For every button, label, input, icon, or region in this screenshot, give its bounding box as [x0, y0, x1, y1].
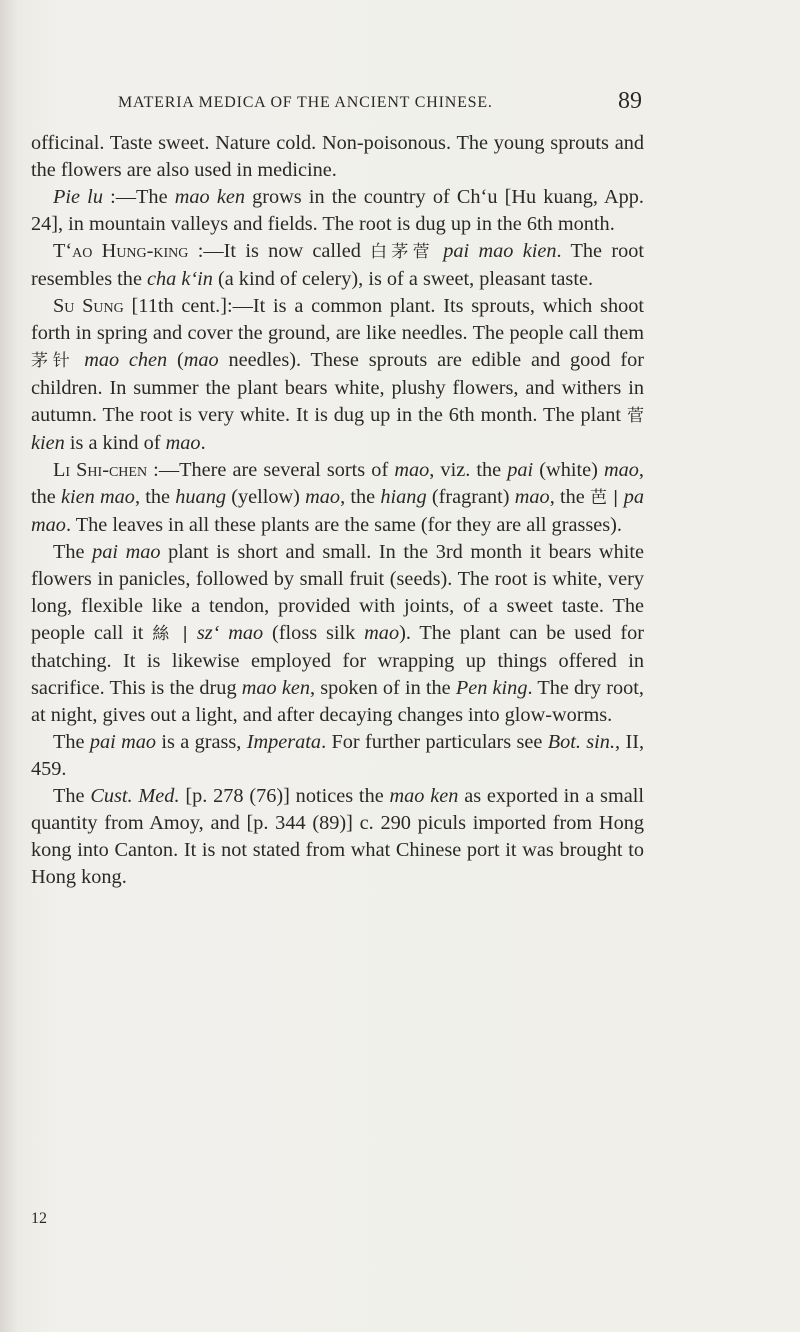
chinese-characters: 絲 | [152, 624, 188, 644]
term: mao ken [389, 785, 459, 807]
text-run: [11th cent.]:—It is a common plant. Its sprouts, which shoot forth in spring and cover the ground, are like needles. The people call them [31, 295, 644, 344]
text-run: [p. 278 (76)] notices the [179, 785, 390, 807]
term: sz‘ mao [196, 622, 264, 644]
text-run: grows in the country of Ch‘u [Hu kuang, App. 24], in mountain valleys and fields. The root is dug up in the 6th month. [31, 186, 644, 235]
chinese-characters: 茅针 [31, 351, 75, 371]
term: mao [305, 486, 341, 508]
term: cha k‘in [147, 268, 213, 290]
term: mao ken [241, 677, 311, 699]
text-run: :—It is now called [188, 240, 371, 262]
text-run: . The leaves in all these plants are the same (for they are all grasses). [65, 514, 622, 536]
text-run: , the [31, 459, 644, 508]
text-run: . [200, 432, 206, 454]
term: huang [175, 486, 226, 508]
term: pai mao [89, 731, 157, 753]
text-run: The [53, 785, 91, 807]
term: hiang [380, 486, 427, 508]
text-run: . The dry root, at night, gives out a light, and after decaying changes into glow-worms. [31, 677, 644, 726]
source-name: Pie lu [53, 186, 103, 208]
term: pai [507, 459, 534, 481]
text-run: officinal. Taste sweet. Nature cold. Non-poisonous. The young sprouts and the flowers are also used in medicine. [31, 132, 644, 181]
paragraph-imperata [31, 729, 644, 783]
text-run: (a kind of celery), is of a sweet, pleasant taste. [212, 268, 594, 290]
text-run: :—There are several sorts of [147, 459, 395, 481]
term: kien [31, 432, 65, 454]
text-run: , the [134, 486, 176, 508]
paragraph-pie-lu [31, 184, 644, 238]
term: pai mao kien [443, 240, 557, 262]
text-run: The [53, 541, 93, 563]
text-run: , the [340, 486, 381, 508]
term: mao [183, 349, 219, 371]
text-run: , viz. the [429, 459, 508, 481]
chinese-characters: 芭 | [590, 488, 619, 508]
text-run: . The root resembles the [31, 240, 645, 290]
text-run: is a grass, [156, 731, 247, 753]
text-run: , spoken of in the [310, 677, 456, 699]
term: pai mao [92, 541, 161, 563]
term: mao chen [84, 349, 168, 371]
body-text [31, 130, 644, 891]
page-header [0, 84, 800, 124]
text-run: (fragrant) [426, 486, 515, 508]
term: pa mao [31, 486, 644, 536]
paragraph-cust-med [31, 783, 644, 891]
text-run [434, 240, 443, 262]
paragraph-tao-hung-king [31, 238, 644, 293]
text-run: . For further particulars see [321, 731, 548, 753]
term: kien mao [61, 486, 135, 508]
text-run: as exported in a small quantity from Amoy, and [p. 344 (89)] c. 290 piculs imported from Hong kong into Canton. It is not stated from what Chinese port it was brought to Hong kong. [31, 785, 644, 888]
text-run: ). The plant can be used for thatching. It is likewise employed for wrapping up things offered in sacrifice. This is the drug [31, 622, 644, 699]
signature-mark: 12 [31, 1210, 47, 1227]
text-run: (yellow) [225, 486, 306, 508]
term: mao ken [174, 186, 245, 208]
text-run: :—The [102, 186, 175, 208]
term: mao [514, 486, 550, 508]
book-title: Pen king [455, 677, 528, 699]
term: mao [394, 459, 430, 481]
author-name: Li Shi-chen [53, 459, 148, 481]
running-head: MATERIA MEDICA OF THE ANCIENT CHINESE. [118, 94, 493, 111]
chinese-characters: 菅 [627, 406, 644, 426]
text-run: , II, 459. [31, 731, 645, 780]
term: mao [165, 432, 201, 454]
author-name: Su Sung [53, 295, 124, 317]
text-run: (floss silk [263, 622, 365, 644]
text-run: ( [167, 349, 184, 371]
text-run: (white) [533, 459, 604, 481]
text-run [188, 622, 197, 644]
text-run: plant is short and small. In the 3rd month it bears white flowers in panicles, followed by small fruit (seeds). The root is white, very long, flexible like a tendon, provided with joints, of a sweet taste. The people call it [31, 541, 644, 644]
paragraph-1 [31, 130, 644, 184]
genus-name: Imperata [246, 731, 322, 753]
book-title: Cust. Med. [90, 785, 180, 807]
text-run: , the [549, 486, 590, 508]
paragraph-li-shi-chen [31, 457, 644, 539]
text-run [74, 349, 84, 371]
paragraph-pai-mao [31, 539, 644, 729]
text-run: is a kind of [64, 432, 166, 454]
author-name: T‘ao Hung-king [53, 240, 189, 262]
book-title: Bot. sin. [547, 731, 616, 753]
chinese-characters: 白茅菅 [370, 242, 434, 262]
text-run: needles). These sprouts are edible and good for children. In summer the plant bears white, plushy flowers, and withers in autumn. The root is very white. It is dug up in the 6th month. The plant [31, 349, 644, 426]
term: mao [364, 622, 400, 644]
term: mao [603, 459, 639, 481]
text-run: The [53, 731, 90, 753]
paragraph-su-sung [31, 293, 644, 457]
page-number: 89 [618, 88, 642, 114]
